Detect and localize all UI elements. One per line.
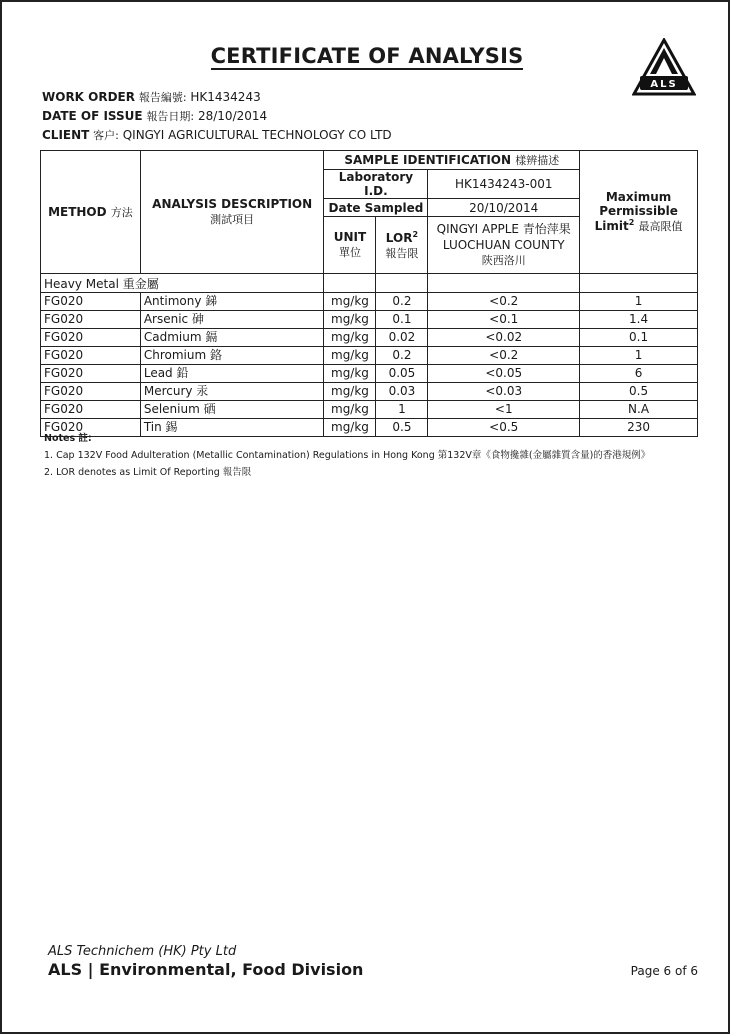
sample-description <box>428 217 580 274</box>
date-of-issue-line <box>42 107 392 126</box>
table-row: FG020 Chromium 鉻 mg/kg 0.2 <0.2 1 <box>41 347 698 365</box>
analyte-name: Selenium 硒 <box>140 401 324 419</box>
report-header-info <box>42 88 392 145</box>
laboratory-id-value: HK1434243-001 <box>428 170 580 199</box>
date-of-issue-value: 28/10/2014 <box>197 109 268 123</box>
date-of-issue-label: DATE OF ISSUE <box>42 109 143 123</box>
analyte-name: Mercury 汞 <box>140 383 324 401</box>
sample-location-cn: 陝西洛川 <box>481 254 526 267</box>
client-line <box>42 126 392 145</box>
als-logo <box>632 38 696 96</box>
work-order-label: WORK ORDER <box>42 90 135 104</box>
table-row: FG020 Lead 鉛 mg/kg 0.05 <0.05 6 <box>41 365 698 383</box>
page-number: Page 6 of 6 <box>630 964 698 978</box>
table-row: FG020 Arsenic 砷 mg/kg 0.1 <0.1 1.4 <box>41 311 698 329</box>
analyte-name: Lead 鉛 <box>140 365 324 383</box>
table-row: FG020 Mercury 汞 mg/kg 0.03 <0.03 0.5 <box>41 383 698 401</box>
work-order-line <box>42 88 392 107</box>
group-heavy-metal: Heavy Metal 重金屬 <box>41 274 324 293</box>
logo-text: ALS <box>650 79 678 90</box>
analysis-results-table <box>40 150 698 437</box>
table-row: FG020 Cadmium 鎘 mg/kg 0.02 <0.02 0.1 <box>41 329 698 347</box>
unit-header: UNIT 單位 <box>324 217 376 274</box>
note-item: 2. LOR denotes as Limit Of Reporting 報告限 <box>44 467 252 478</box>
client-label: CLIENT <box>42 128 90 142</box>
client-label-cn: 客户: <box>93 129 119 142</box>
table-row: FG020 Selenium 硒 mg/kg 1 <1 N.A <box>41 401 698 419</box>
analyte-name: Chromium 鉻 <box>140 347 324 365</box>
analyte-name: Antimony 銻 <box>140 293 324 311</box>
work-order-label-cn: 報告編號: <box>138 91 187 104</box>
sample-name: QINGYI APPLE 青怡萍果 <box>436 222 571 236</box>
document-title: CERTIFICATE OF ANALYSIS <box>210 44 524 68</box>
method-header: METHOD 方法 <box>41 151 141 274</box>
footer-company-name: ALS Technichem (HK) Pty Ltd <box>48 944 237 959</box>
analyte-name: Cadmium 鎘 <box>140 329 324 347</box>
sample-location: LUOCHUAN COUNTY <box>442 238 565 252</box>
analysis-description-header: ANALYSIS DESCRIPTION 測試項目 <box>140 151 324 274</box>
notes-section <box>44 430 650 481</box>
footer-division: ALS | Environmental, Food Division <box>48 960 364 979</box>
table-row: FG020 Tin 錫 mg/kg 0.5 <0.5 230 <box>41 419 698 437</box>
laboratory-id-label: Laboratory I.D. <box>324 170 428 199</box>
client-value: QINGYI AGRICULTURAL TECHNOLOGY CO LTD <box>122 128 392 142</box>
date-sampled-value: 20/10/2014 <box>428 199 580 217</box>
notes-heading: Notes 註: <box>44 433 92 444</box>
sample-identification-header: SAMPLE IDENTIFICATION 樣辨描述 <box>324 151 580 170</box>
note-item: 1. Cap 132V Food Adulteration (Metallic Contamination) Regulations in Hong Kong 第132V章《食物攙雜(金屬雜質含量)的香港規例》 <box>44 450 651 461</box>
analyte-name: Tin 錫 <box>140 419 324 437</box>
max-permissible-limit-header: Maximum Permissible Limit$^2$ 最高限值 <box>580 151 698 274</box>
date-sampled-label: Date Sampled <box>324 199 428 217</box>
analyte-name: Arsenic 砷 <box>140 311 324 329</box>
table-row: FG020 Antimony 銻 mg/kg 0.2 <0.2 1 <box>41 293 698 311</box>
date-of-issue-label-cn: 報告日期: <box>146 110 195 123</box>
lor-header: LOR$^2$ 報告限 <box>376 217 428 274</box>
work-order-value: HK1434243 <box>190 90 261 104</box>
